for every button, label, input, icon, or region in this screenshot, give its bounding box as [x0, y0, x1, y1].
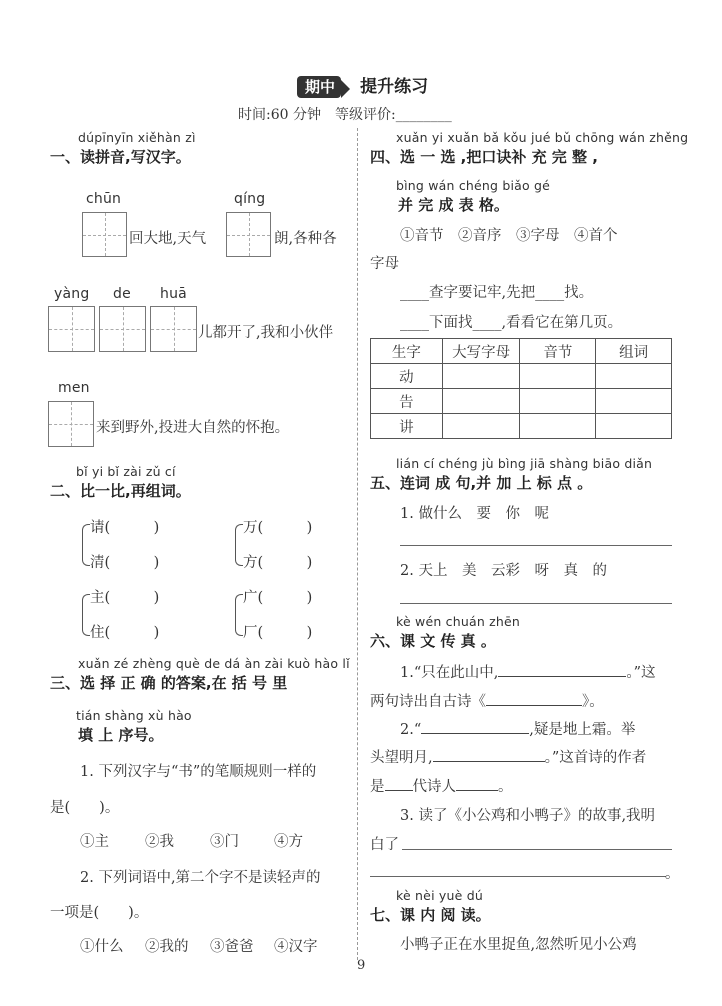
s3-title-1: 三、选 择 正 确 的答案,在 括 号 里: [50, 674, 288, 692]
s6-q1-a: 1.“只在此山中,: [400, 665, 499, 681]
table-cell: 动: [371, 364, 443, 389]
s7-pinyin-title: kè nèi yuè dú: [396, 888, 483, 903]
s4-line1: ____查字要记牢,先把____找。: [400, 285, 594, 301]
s6-q2-g: 。: [498, 779, 513, 795]
brace: [235, 594, 243, 636]
writing-grid[interactable]: [226, 212, 271, 257]
table-row: [371, 414, 672, 439]
s3-q1-line1: 1. 下列汉字与“书”的笔顺规则一样的: [80, 764, 317, 780]
brace: [82, 594, 90, 636]
s6-title: 六、课 文 传 真 。: [370, 632, 496, 650]
s2-pair-7: 广( ): [243, 590, 313, 606]
s1-pinyin-yang: yàng: [54, 286, 90, 302]
s3-q2-line2: 一项是( )。: [50, 905, 149, 921]
table-header: 组词: [596, 339, 672, 364]
s7-text: 小鸭子正在水里捉鱼,忽然听见小公鸡: [400, 937, 637, 953]
s5-q1: 1. 做什么 要 你 呢: [400, 506, 549, 522]
s6-q2-line3: [370, 775, 513, 796]
table-cell-blank[interactable]: [596, 414, 672, 439]
s6-q1-b: 。”这: [626, 665, 656, 681]
s4-pinyin-title-2: bìng wán chéng biǎo gé: [396, 178, 551, 193]
s1-line1-b: 朗,各种各: [274, 231, 337, 247]
blank[interactable]: [433, 748, 545, 762]
s3-q1-line2: 是( )。: [50, 800, 120, 816]
s4-options: ①音节 ②音序 ③字母 ④首个: [400, 228, 618, 244]
s4-options-2: 字母: [370, 256, 399, 272]
answer-line[interactable]: [402, 849, 672, 850]
s3-q1-opt[interactable]: ①主: [80, 834, 109, 850]
s3-pinyin-title-1: xuǎn zé zhèng què de dá àn zài kuò hào lǐ: [78, 656, 350, 671]
s3-q2-opt[interactable]: ②我的: [145, 939, 189, 955]
writing-grid[interactable]: [48, 306, 95, 352]
s2-pair-4: 方( ): [243, 555, 313, 571]
table-header: 大写字母: [442, 339, 520, 364]
s4-title-1: 四、选 一 选 ,把口诀补 充 完 整 ,: [370, 148, 598, 166]
s1-line3: 来到野外,投进大自然的怀抱。: [96, 420, 290, 436]
s6-q2-c: 头望明月,: [370, 750, 433, 766]
writing-grid[interactable]: [99, 306, 146, 352]
page-title: 提升练习: [360, 77, 429, 97]
s2-pair-5: 主( ): [90, 590, 160, 606]
brace: [235, 524, 243, 566]
s6-q2-e: 是: [370, 779, 385, 795]
s6-q3-line1: 3. 读了《小公鸡和小鸭子》的故事,我明: [400, 808, 656, 824]
answer-line[interactable]: [400, 545, 672, 546]
s2-pair-6: 住( ): [90, 625, 160, 641]
s4-pinyin-title-1: xuǎn yi xuǎn bǎ kǒu jué bǔ chōng wán zhěng: [396, 130, 689, 145]
s2-pair-3: 万( ): [243, 520, 313, 536]
s6-q1-line2: [370, 690, 604, 711]
table-header: 音节: [520, 339, 596, 364]
s1-pinyin-qing: qíng: [234, 191, 266, 207]
s1-pinyin-title: dúpīnyīn xiěhàn zì: [78, 130, 196, 145]
s2-pair-2: 清( ): [90, 555, 160, 571]
s4-title-2: 并 完 成 表 格。: [398, 196, 509, 214]
s6-q1: [400, 661, 656, 682]
s5-pinyin-title: lián cí chéng jù bìng jiā shàng biāo diǎn: [396, 456, 653, 471]
header: [297, 72, 428, 97]
s3-q1-opt[interactable]: ③门: [210, 834, 239, 850]
blank[interactable]: [486, 692, 582, 706]
table-row: [371, 389, 672, 414]
s6-q2-f: 代诗人: [412, 779, 456, 795]
table-cell-blank[interactable]: [520, 389, 596, 414]
s1-pinyin-de: de: [113, 286, 131, 302]
blank[interactable]: [421, 720, 529, 734]
s6-q2-d: 。”这首诗的作者: [544, 750, 647, 766]
s4-line2: ____下面找____,看看它在第几页。: [400, 315, 623, 331]
s1-title: 一、读拼音,写汉字。: [50, 148, 191, 166]
s1-pinyin-chun: chūn: [86, 191, 122, 207]
column-divider: [357, 128, 358, 960]
blank[interactable]: [456, 777, 498, 791]
table-header-row: [371, 339, 672, 364]
header-meta: 时间:60 分钟 等级评价:________: [238, 107, 452, 123]
blank[interactable]: [385, 777, 413, 791]
s3-q2-opt[interactable]: ③爸爸: [210, 939, 254, 955]
s2-title: 二、比一比,再组词。: [50, 482, 191, 500]
s3-q2-line1: 2. 下列词语中,第二个字不是读轻声的: [80, 870, 321, 886]
s6-q2-line2: [370, 746, 646, 767]
s1-line1-a: 回大地,天气: [129, 231, 207, 247]
table-cell-blank[interactable]: [442, 364, 520, 389]
writing-grid[interactable]: [48, 401, 94, 447]
blank[interactable]: [498, 663, 626, 677]
answer-line[interactable]: [400, 603, 672, 604]
table-cell: 告: [371, 389, 443, 414]
s6-q2: [400, 718, 635, 739]
table-cell: 讲: [371, 414, 443, 439]
table-header: 生字: [371, 339, 443, 364]
page-number: 9: [357, 958, 366, 973]
s6-pinyin-title: kè wén chuán zhēn: [396, 614, 521, 629]
s6-q3-line2: 白了: [370, 837, 399, 853]
s1-pinyin-hua: huā: [160, 286, 187, 302]
s6-q3-period: 。: [665, 866, 680, 882]
s6-q1-d: 》。: [582, 694, 604, 710]
s5-q2: 2. 天上 美 云彩 呀 真 的: [400, 563, 607, 579]
s6-q2-a: 2.“: [400, 722, 422, 738]
table-cell-blank[interactable]: [596, 389, 672, 414]
s3-q2-opt[interactable]: ①什么: [80, 939, 124, 955]
s3-q1-opt[interactable]: ②我: [145, 834, 174, 850]
writing-grid[interactable]: [82, 212, 127, 257]
table-cell-blank[interactable]: [520, 414, 596, 439]
s2-pair-1: 请( ): [90, 520, 160, 536]
s3-q2-opt[interactable]: ④汉字: [274, 939, 318, 955]
s5-title: 五、连词 成 句,并 加 上 标 点 。: [370, 474, 593, 492]
answer-line[interactable]: [370, 876, 666, 877]
s3-title-2: 填 上 序号。: [78, 726, 164, 744]
s1-line2: 儿都开了,我和小伙伴: [198, 325, 334, 341]
table-row: [371, 364, 672, 389]
table-cell-blank[interactable]: [596, 364, 672, 389]
s3-pinyin-title-2: tián shàng xù hào: [76, 708, 192, 723]
s6-q1-c: 两句诗出自古诗《: [370, 694, 486, 710]
table-cell-blank[interactable]: [442, 389, 520, 414]
s1-pinyin-men: men: [58, 380, 90, 396]
s2-pair-8: 厂( ): [243, 625, 313, 641]
table-cell-blank[interactable]: [442, 414, 520, 439]
writing-grid[interactable]: [150, 306, 197, 352]
midterm-badge: 期中: [297, 76, 341, 98]
s2-pinyin-title: bǐ yi bǐ zài zǔ cí: [76, 464, 176, 479]
s3-q1-opt[interactable]: ④方: [274, 834, 303, 850]
table-cell-blank[interactable]: [520, 364, 596, 389]
s6-q2-b: ,疑是地上霜。举: [529, 722, 636, 738]
s4-table: [370, 338, 672, 439]
brace: [82, 524, 90, 566]
s7-title: 七、课 内 阅 读。: [370, 906, 491, 924]
